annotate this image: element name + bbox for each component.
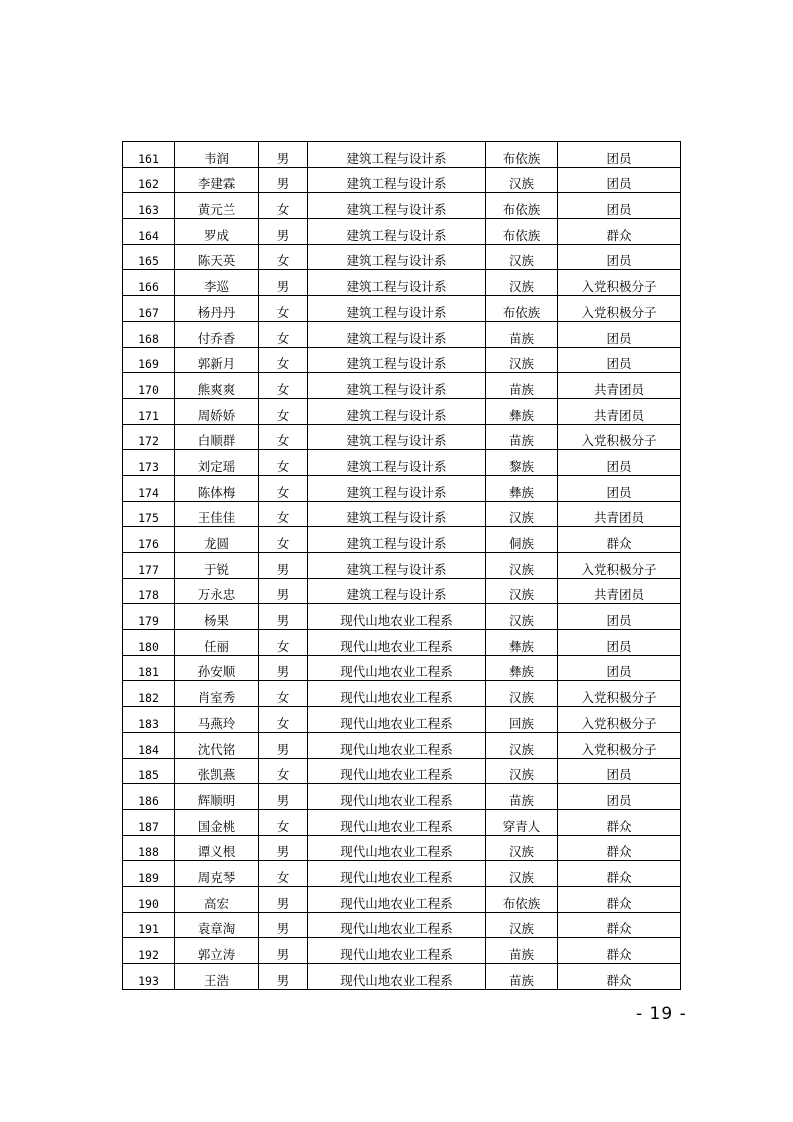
gender-cell: 男 xyxy=(259,886,308,912)
political-status-cell: 入党积极分子 xyxy=(558,424,681,450)
table-row xyxy=(123,630,681,656)
gender-cell: 男 xyxy=(259,270,308,296)
student-name-cell: 任丽 xyxy=(175,630,259,656)
student-name-cell: 白顺群 xyxy=(175,424,259,450)
political-status-cell: 团员 xyxy=(558,142,681,168)
ethnicity-cell: 布依族 xyxy=(486,886,558,912)
ethnicity-cell: 汉族 xyxy=(486,501,558,527)
department-cell: 建筑工程与设计系 xyxy=(308,501,486,527)
table-row xyxy=(123,835,681,861)
row-index-cell: 167 xyxy=(123,296,175,322)
table-row xyxy=(123,732,681,758)
political-status-cell: 团员 xyxy=(558,321,681,347)
ethnicity-cell: 汉族 xyxy=(486,604,558,630)
table-row xyxy=(123,886,681,912)
political-status-cell: 团员 xyxy=(558,193,681,219)
student-name-cell: 杨果 xyxy=(175,604,259,630)
gender-cell: 男 xyxy=(259,964,308,990)
gender-cell: 女 xyxy=(259,373,308,399)
gender-cell: 女 xyxy=(259,321,308,347)
table-row xyxy=(123,270,681,296)
row-index-cell: 192 xyxy=(123,938,175,964)
table-row xyxy=(123,296,681,322)
row-index-cell: 166 xyxy=(123,270,175,296)
gender-cell: 男 xyxy=(259,912,308,938)
ethnicity-cell: 汉族 xyxy=(486,758,558,784)
department-cell: 现代山地农业工程系 xyxy=(308,707,486,733)
gender-cell: 女 xyxy=(259,809,308,835)
table-row xyxy=(123,707,681,733)
department-cell: 建筑工程与设计系 xyxy=(308,424,486,450)
political-status-cell: 共青团员 xyxy=(558,398,681,424)
department-cell: 建筑工程与设计系 xyxy=(308,347,486,373)
student-name-cell: 辉顺明 xyxy=(175,784,259,810)
ethnicity-cell: 苗族 xyxy=(486,321,558,347)
table-row xyxy=(123,809,681,835)
department-cell: 现代山地农业工程系 xyxy=(308,938,486,964)
row-index-cell: 175 xyxy=(123,501,175,527)
student-name-cell: 郭立涛 xyxy=(175,938,259,964)
department-cell: 现代山地农业工程系 xyxy=(308,861,486,887)
department-cell: 建筑工程与设计系 xyxy=(308,321,486,347)
gender-cell: 女 xyxy=(259,450,308,476)
student-name-cell: 刘定瑶 xyxy=(175,450,259,476)
department-cell: 现代山地农业工程系 xyxy=(308,604,486,630)
row-index-cell: 178 xyxy=(123,578,175,604)
political-status-cell: 团员 xyxy=(558,167,681,193)
ethnicity-cell: 布依族 xyxy=(486,219,558,245)
row-index-cell: 189 xyxy=(123,861,175,887)
department-cell: 建筑工程与设计系 xyxy=(308,270,486,296)
row-index-cell: 184 xyxy=(123,732,175,758)
row-index-cell: 173 xyxy=(123,450,175,476)
table-row xyxy=(123,347,681,373)
gender-cell: 女 xyxy=(259,424,308,450)
department-cell: 现代山地农业工程系 xyxy=(308,630,486,656)
department-cell: 建筑工程与设计系 xyxy=(308,450,486,476)
gender-cell: 女 xyxy=(259,861,308,887)
ethnicity-cell: 汉族 xyxy=(486,270,558,296)
table-row xyxy=(123,758,681,784)
student-name-cell: 韦润 xyxy=(175,142,259,168)
table-row xyxy=(123,784,681,810)
table-row xyxy=(123,604,681,630)
row-index-cell: 162 xyxy=(123,167,175,193)
department-cell: 建筑工程与设计系 xyxy=(308,578,486,604)
table-row xyxy=(123,167,681,193)
ethnicity-cell: 布依族 xyxy=(486,296,558,322)
table-row xyxy=(123,424,681,450)
gender-cell: 男 xyxy=(259,732,308,758)
gender-cell: 女 xyxy=(259,296,308,322)
table-row xyxy=(123,142,681,168)
row-index-cell: 182 xyxy=(123,681,175,707)
student-name-cell: 龙圆 xyxy=(175,527,259,553)
student-name-cell: 孙安顺 xyxy=(175,655,259,681)
department-cell: 建筑工程与设计系 xyxy=(308,553,486,579)
ethnicity-cell: 穿青人 xyxy=(486,809,558,835)
gender-cell: 男 xyxy=(259,553,308,579)
political-status-cell: 群众 xyxy=(558,938,681,964)
student-name-cell: 罗成 xyxy=(175,219,259,245)
political-status-cell: 群众 xyxy=(558,219,681,245)
student-name-cell: 谭义根 xyxy=(175,835,259,861)
political-status-cell: 群众 xyxy=(558,809,681,835)
row-index-cell: 179 xyxy=(123,604,175,630)
student-name-cell: 郭新月 xyxy=(175,347,259,373)
gender-cell: 男 xyxy=(259,784,308,810)
row-index-cell: 188 xyxy=(123,835,175,861)
department-cell: 建筑工程与设计系 xyxy=(308,296,486,322)
row-index-cell: 191 xyxy=(123,912,175,938)
political-status-cell: 团员 xyxy=(558,244,681,270)
row-index-cell: 172 xyxy=(123,424,175,450)
ethnicity-cell: 布依族 xyxy=(486,193,558,219)
political-status-cell: 团员 xyxy=(558,630,681,656)
student-name-cell: 肖室秀 xyxy=(175,681,259,707)
student-name-cell: 王浩 xyxy=(175,964,259,990)
department-cell: 现代山地农业工程系 xyxy=(308,886,486,912)
table-row xyxy=(123,373,681,399)
gender-cell: 男 xyxy=(259,167,308,193)
ethnicity-cell: 苗族 xyxy=(486,373,558,399)
political-status-cell: 群众 xyxy=(558,835,681,861)
ethnicity-cell: 回族 xyxy=(486,707,558,733)
ethnicity-cell: 苗族 xyxy=(486,424,558,450)
student-name-cell: 陈天英 xyxy=(175,244,259,270)
table-row xyxy=(123,244,681,270)
ethnicity-cell: 苗族 xyxy=(486,784,558,810)
student-name-cell: 熊爽爽 xyxy=(175,373,259,399)
gender-cell: 男 xyxy=(259,578,308,604)
table-row xyxy=(123,475,681,501)
page-number: - 19 - xyxy=(636,1004,687,1024)
row-index-cell: 176 xyxy=(123,527,175,553)
gender-cell: 女 xyxy=(259,244,308,270)
row-index-cell: 185 xyxy=(123,758,175,784)
gender-cell: 男 xyxy=(259,604,308,630)
department-cell: 建筑工程与设计系 xyxy=(308,193,486,219)
student-name-cell: 马燕玲 xyxy=(175,707,259,733)
political-status-cell: 团员 xyxy=(558,758,681,784)
gender-cell: 女 xyxy=(259,758,308,784)
row-index-cell: 164 xyxy=(123,219,175,245)
department-cell: 建筑工程与设计系 xyxy=(308,398,486,424)
gender-cell: 女 xyxy=(259,475,308,501)
ethnicity-cell: 汉族 xyxy=(486,167,558,193)
political-status-cell: 团员 xyxy=(558,475,681,501)
table-row xyxy=(123,193,681,219)
political-status-cell: 入党积极分子 xyxy=(558,296,681,322)
gender-cell: 女 xyxy=(259,193,308,219)
political-status-cell: 团员 xyxy=(558,784,681,810)
table-row xyxy=(123,501,681,527)
student-name-cell: 付乔香 xyxy=(175,321,259,347)
table-row xyxy=(123,219,681,245)
row-index-cell: 170 xyxy=(123,373,175,399)
political-status-cell: 群众 xyxy=(558,861,681,887)
roster-body xyxy=(123,142,681,990)
row-index-cell: 177 xyxy=(123,553,175,579)
gender-cell: 女 xyxy=(259,630,308,656)
row-index-cell: 168 xyxy=(123,321,175,347)
political-status-cell: 共青团员 xyxy=(558,373,681,399)
table-row xyxy=(123,398,681,424)
department-cell: 建筑工程与设计系 xyxy=(308,219,486,245)
ethnicity-cell: 汉族 xyxy=(486,347,558,373)
row-index-cell: 183 xyxy=(123,707,175,733)
political-status-cell: 团员 xyxy=(558,655,681,681)
table-row xyxy=(123,861,681,887)
political-status-cell: 群众 xyxy=(558,886,681,912)
ethnicity-cell: 汉族 xyxy=(486,861,558,887)
ethnicity-cell: 彝族 xyxy=(486,630,558,656)
student-roster-table xyxy=(122,141,681,990)
political-status-cell: 入党积极分子 xyxy=(558,270,681,296)
student-name-cell: 沈代铭 xyxy=(175,732,259,758)
student-name-cell: 张凯燕 xyxy=(175,758,259,784)
gender-cell: 女 xyxy=(259,707,308,733)
student-name-cell: 万永忠 xyxy=(175,578,259,604)
row-index-cell: 180 xyxy=(123,630,175,656)
ethnicity-cell: 黎族 xyxy=(486,450,558,476)
student-name-cell: 陈体梅 xyxy=(175,475,259,501)
political-status-cell: 团员 xyxy=(558,347,681,373)
ethnicity-cell: 汉族 xyxy=(486,835,558,861)
row-index-cell: 165 xyxy=(123,244,175,270)
department-cell: 现代山地农业工程系 xyxy=(308,964,486,990)
table-row xyxy=(123,553,681,579)
student-name-cell: 国金桃 xyxy=(175,809,259,835)
department-cell: 建筑工程与设计系 xyxy=(308,475,486,501)
row-index-cell: 181 xyxy=(123,655,175,681)
political-status-cell: 群众 xyxy=(558,912,681,938)
table-row xyxy=(123,912,681,938)
political-status-cell: 团员 xyxy=(558,450,681,476)
political-status-cell: 入党积极分子 xyxy=(558,553,681,579)
department-cell: 建筑工程与设计系 xyxy=(308,167,486,193)
student-name-cell: 袁章淘 xyxy=(175,912,259,938)
department-cell: 现代山地农业工程系 xyxy=(308,784,486,810)
political-status-cell: 群众 xyxy=(558,527,681,553)
political-status-cell: 群众 xyxy=(558,964,681,990)
row-index-cell: 190 xyxy=(123,886,175,912)
gender-cell: 男 xyxy=(259,219,308,245)
table-row xyxy=(123,964,681,990)
student-name-cell: 于锐 xyxy=(175,553,259,579)
student-name-cell: 杨丹丹 xyxy=(175,296,259,322)
row-index-cell: 187 xyxy=(123,809,175,835)
student-name-cell: 李建霖 xyxy=(175,167,259,193)
ethnicity-cell: 彝族 xyxy=(486,655,558,681)
gender-cell: 女 xyxy=(259,681,308,707)
gender-cell: 女 xyxy=(259,398,308,424)
table-row xyxy=(123,938,681,964)
department-cell: 现代山地农业工程系 xyxy=(308,835,486,861)
ethnicity-cell: 彝族 xyxy=(486,398,558,424)
ethnicity-cell: 汉族 xyxy=(486,681,558,707)
table-row xyxy=(123,321,681,347)
ethnicity-cell: 汉族 xyxy=(486,912,558,938)
table-row xyxy=(123,578,681,604)
row-index-cell: 174 xyxy=(123,475,175,501)
department-cell: 现代山地农业工程系 xyxy=(308,681,486,707)
row-index-cell: 193 xyxy=(123,964,175,990)
department-cell: 现代山地农业工程系 xyxy=(308,809,486,835)
gender-cell: 女 xyxy=(259,347,308,373)
student-name-cell: 周娇娇 xyxy=(175,398,259,424)
political-status-cell: 团员 xyxy=(558,604,681,630)
ethnicity-cell: 汉族 xyxy=(486,244,558,270)
gender-cell: 女 xyxy=(259,527,308,553)
table-row xyxy=(123,450,681,476)
ethnicity-cell: 苗族 xyxy=(486,964,558,990)
student-name-cell: 李巡 xyxy=(175,270,259,296)
ethnicity-cell: 苗族 xyxy=(486,938,558,964)
row-index-cell: 169 xyxy=(123,347,175,373)
department-cell: 现代山地农业工程系 xyxy=(308,912,486,938)
student-name-cell: 周克琴 xyxy=(175,861,259,887)
gender-cell: 男 xyxy=(259,938,308,964)
political-status-cell: 共青团员 xyxy=(558,501,681,527)
row-index-cell: 171 xyxy=(123,398,175,424)
student-name-cell: 王佳佳 xyxy=(175,501,259,527)
row-index-cell: 186 xyxy=(123,784,175,810)
department-cell: 建筑工程与设计系 xyxy=(308,244,486,270)
gender-cell: 男 xyxy=(259,655,308,681)
political-status-cell: 共青团员 xyxy=(558,578,681,604)
table-row xyxy=(123,681,681,707)
ethnicity-cell: 侗族 xyxy=(486,527,558,553)
ethnicity-cell: 汉族 xyxy=(486,732,558,758)
ethnicity-cell: 汉族 xyxy=(486,578,558,604)
department-cell: 现代山地农业工程系 xyxy=(308,655,486,681)
department-cell: 现代山地农业工程系 xyxy=(308,732,486,758)
department-cell: 建筑工程与设计系 xyxy=(308,142,486,168)
table-row xyxy=(123,527,681,553)
gender-cell: 女 xyxy=(259,501,308,527)
political-status-cell: 入党积极分子 xyxy=(558,732,681,758)
row-index-cell: 161 xyxy=(123,142,175,168)
student-name-cell: 高宏 xyxy=(175,886,259,912)
department-cell: 建筑工程与设计系 xyxy=(308,373,486,399)
ethnicity-cell: 彝族 xyxy=(486,475,558,501)
gender-cell: 男 xyxy=(259,142,308,168)
political-status-cell: 入党积极分子 xyxy=(558,681,681,707)
department-cell: 现代山地农业工程系 xyxy=(308,758,486,784)
gender-cell: 男 xyxy=(259,835,308,861)
ethnicity-cell: 布依族 xyxy=(486,142,558,168)
table-row xyxy=(123,655,681,681)
student-name-cell: 黄元兰 xyxy=(175,193,259,219)
department-cell: 建筑工程与设计系 xyxy=(308,527,486,553)
ethnicity-cell: 汉族 xyxy=(486,553,558,579)
political-status-cell: 入党积极分子 xyxy=(558,707,681,733)
row-index-cell: 163 xyxy=(123,193,175,219)
